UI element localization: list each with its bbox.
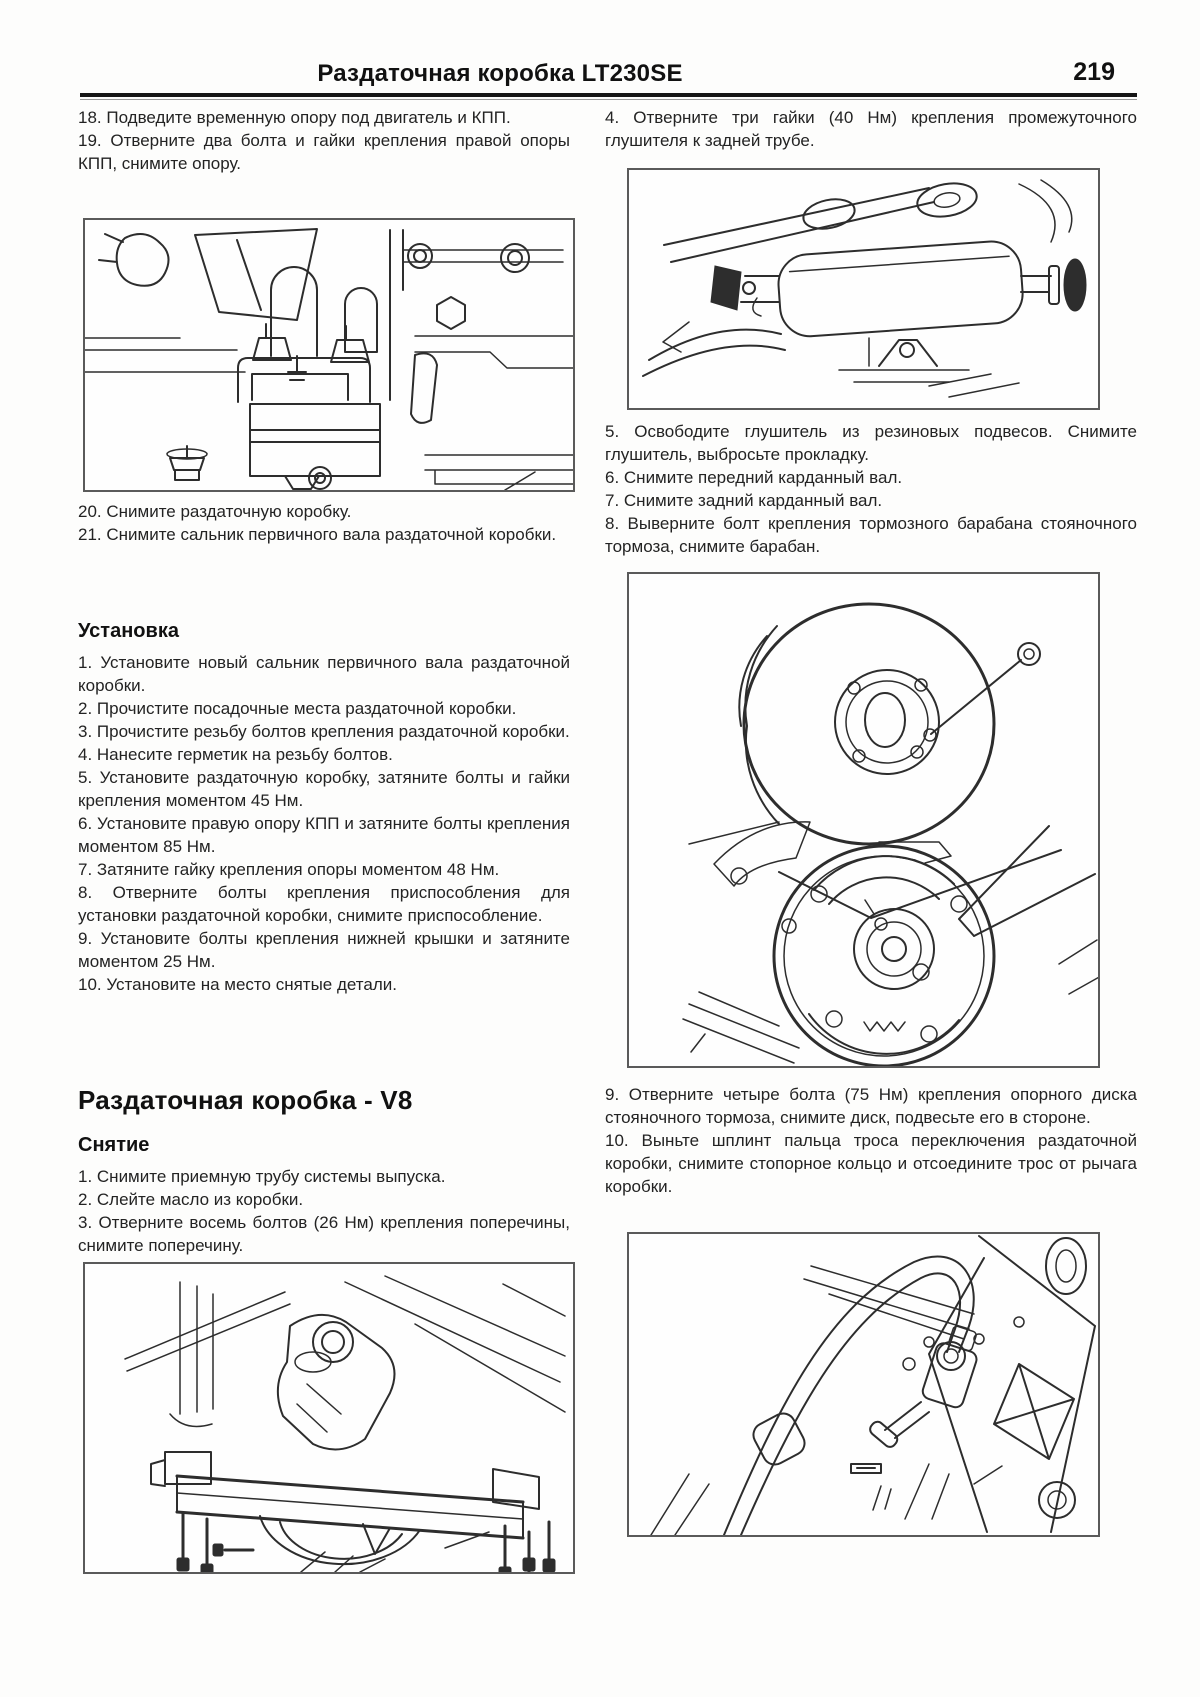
- page-number: 219: [1073, 58, 1115, 86]
- step-5: 5. Освободите глушитель из резиновых подвесов. Снимите глушитель, выбросьте прокладку.: [605, 422, 1137, 464]
- install-step-3: 3. Прочистите резьбу болтов крепления раздаточной коробки.: [78, 722, 570, 741]
- parking-brake-drum-illustration: [629, 574, 1098, 1066]
- install-step-4: 4. Нанесите герметик на резьбу болтов.: [78, 745, 393, 764]
- step-20: 20. Снимите раздаточную коробку.: [78, 502, 352, 521]
- steps-18-19: [78, 106, 570, 175]
- figure-crossmember: [83, 1262, 575, 1574]
- step-4-text: 4. Отверните три гайки (40 Нм) крепления промежуточного глушителя к задней трубе.: [605, 108, 1137, 150]
- removal-step-3: 3. Отверните восемь болтов (26 Нм) крепления поперечины, снимите поперечину.: [78, 1213, 570, 1255]
- steps-9-10: [605, 1083, 1137, 1198]
- step-6: 6. Снимите передний карданный вал.: [605, 468, 903, 487]
- v8-section-heading: Раздаточная коробка - V8: [78, 1085, 413, 1115]
- step-7: 7. Снимите задний карданный вал.: [605, 491, 883, 510]
- install-step-2: 2. Прочистите посадочные места раздаточной коробки.: [78, 699, 517, 718]
- install-step-8: 8. Отверните болты крепления приспособления для установки раздаточной коробки, снимите приспособление.: [78, 883, 570, 925]
- removal-steps: [78, 1165, 570, 1257]
- removal-step-1: 1. Снимите приемную трубу системы выпуска.: [78, 1167, 446, 1186]
- step-18: 18. Подведите временную опору под двигатель и КПП.: [78, 108, 511, 127]
- step-19: 19. Отверните два болта и гайки крепления правой опоры КПП, снимите опору.: [78, 131, 570, 173]
- header-rule-shadow: [80, 99, 1137, 100]
- intermediate-muffler-illustration: [629, 170, 1098, 408]
- removal-heading: Снятие: [78, 1134, 150, 1156]
- step-4: [605, 106, 1137, 152]
- step-8: 8. Выверните болт крепления тормозного барабана стояночного тормоза, снимите барабан.: [605, 514, 1137, 556]
- step-21: 21. Снимите сальник первичного вала раздаточной коробки.: [78, 525, 557, 544]
- figure-gearbox-mount: [83, 218, 575, 492]
- crossmember-illustration: [85, 1264, 573, 1572]
- installation-steps: [78, 651, 570, 996]
- install-step-6: 6. Установите правую опору КПП и затяните болты крепления моментом 85 Нм.: [78, 814, 570, 856]
- installation-heading: Установка: [78, 620, 179, 642]
- install-step-1: 1. Установите новый сальник первичного вала раздаточной коробки.: [78, 653, 570, 695]
- figure-muffler: [627, 168, 1100, 410]
- steps-5-8: [605, 420, 1137, 558]
- figure-shift-cable: [627, 1232, 1100, 1537]
- removal-step-2: 2. Слейте масло из коробки.: [78, 1190, 304, 1209]
- gearbox-mount-illustration: [85, 220, 573, 490]
- header-rule: [80, 93, 1137, 97]
- install-step-5: 5. Установите раздаточную коробку, затяните болты и гайки крепления моментом 45 Нм.: [78, 768, 570, 810]
- install-step-7: 7. Затяните гайку крепления опоры моментом 48 Нм.: [78, 860, 500, 879]
- install-step-10: 10. Установите на место снятые детали.: [78, 975, 397, 994]
- page-title: Раздаточная коробка LT230SE: [317, 60, 683, 87]
- steps-20-21: [78, 500, 570, 546]
- step-9: 9. Отверните четыре болта (75 Нм) крепления опорного диска стояночного тормоза, снимите диск, подвесьте его в стороне.: [605, 1085, 1137, 1127]
- figure-brake-drum: [627, 572, 1100, 1068]
- shift-cable-illustration: [629, 1234, 1098, 1535]
- step-10: 10. Выньте шплинт пальца троса переключения раздаточной коробки, снимите стопорное кольцо и отсоедините трос от рычага коробки.: [605, 1131, 1137, 1196]
- install-step-9: 9. Установите болты крепления нижней крышки и затяните моментом 25 Нм.: [78, 929, 570, 971]
